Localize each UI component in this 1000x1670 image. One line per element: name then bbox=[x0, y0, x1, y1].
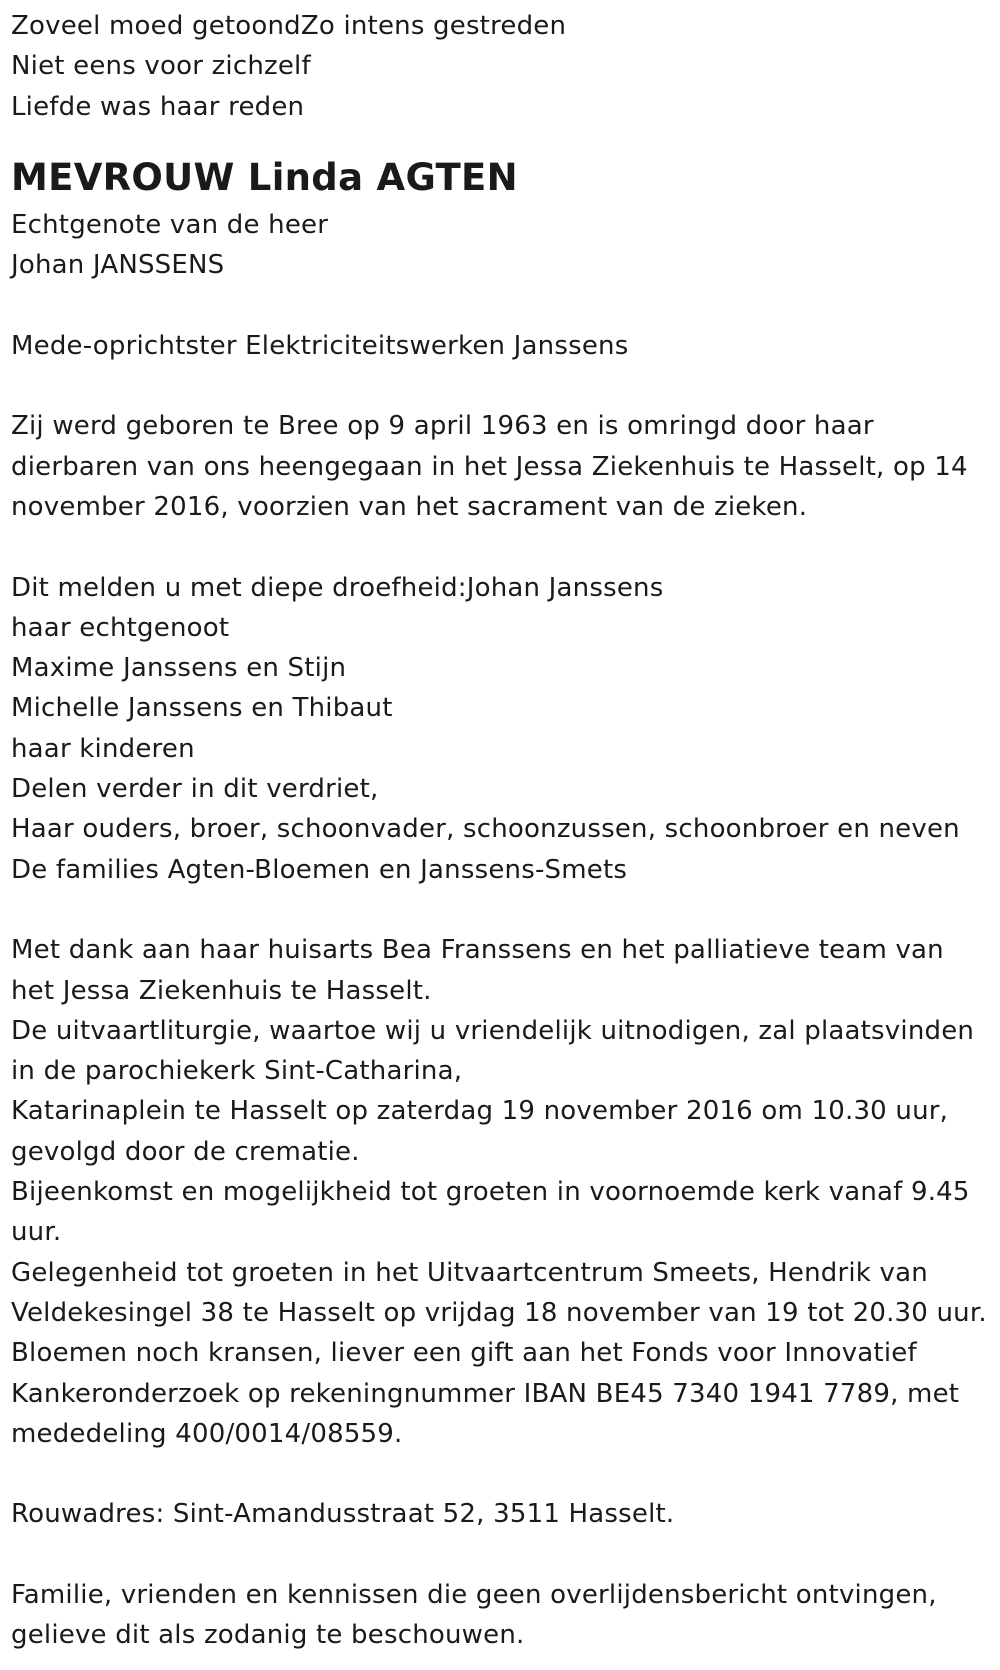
mourner-line: Maxime Janssens en Stijn bbox=[11, 653, 347, 684]
detail-line: gevolgd door de crematie. bbox=[11, 1136, 360, 1167]
mourner-line: haar echtgenoot bbox=[11, 612, 230, 643]
mourning-address: Rouwadres: Sint-Amandusstraat 52, 3511 Hasselt. bbox=[11, 1499, 675, 1530]
detail-line: Kankeronderzoek op rekeningnummer IBAN BE45 7340 1941 7789, met bbox=[11, 1378, 960, 1409]
mourners-paragraph bbox=[11, 568, 991, 890]
birth-death-paragraph bbox=[11, 406, 991, 527]
spouse-name: Johan JANSSENS bbox=[11, 250, 225, 281]
poem-line: Liefde was haar reden bbox=[11, 91, 305, 122]
detail-line: Bloemen noch kransen, liever een gift aan het Fonds voor Innovatief bbox=[11, 1338, 917, 1369]
detail-line: het Jessa Ziekenhuis te Hasselt. bbox=[11, 975, 432, 1006]
poem bbox=[11, 6, 991, 127]
details-paragraph bbox=[11, 930, 991, 1454]
poem-line: Niet eens voor zichzelf bbox=[11, 51, 311, 82]
relation-line: Echtgenote van de heer bbox=[11, 209, 329, 240]
spacer bbox=[11, 366, 991, 406]
closing-line: gelieve dit als zodanig te beschouwen. bbox=[11, 1620, 525, 1651]
paragraph-line: november 2016, voorzien van het sacrament van de zieken. bbox=[11, 491, 808, 522]
paragraph-line: Zij werd geboren te Bree op 9 april 1963 en is omringd door haar bbox=[11, 411, 874, 442]
closing-paragraph bbox=[11, 1575, 991, 1656]
mourner-line: Michelle Janssens en Thibaut bbox=[11, 693, 393, 724]
mourner-line: haar kinderen bbox=[11, 733, 195, 764]
mourner-line: Haar ouders, broer, schoonvader, schoonzussen, schoonbroer en neven bbox=[11, 814, 960, 845]
mourner-line: Delen verder in dit verdriet, bbox=[11, 774, 379, 805]
spacer bbox=[11, 1454, 991, 1494]
detail-line: Veldekesingel 38 te Hasselt op vrijdag 18 november van 19 tot 20.30 uur. bbox=[11, 1297, 987, 1328]
closing-line: Familie, vrienden en kennissen die geen overlijdensbericht ontvingen, bbox=[11, 1579, 937, 1610]
spacer bbox=[11, 527, 991, 567]
detail-line: Katarinaplein te Hasselt op zaterdag 19 november 2016 om 10.30 uur, bbox=[11, 1096, 949, 1127]
spacer bbox=[11, 285, 991, 325]
spacer bbox=[11, 1535, 991, 1575]
mourner-line: De families Agten-Bloemen en Janssens-Smets bbox=[11, 854, 628, 885]
poem-line: Zoveel moed getoondZo intens gestreden bbox=[11, 11, 567, 41]
obituary-notice bbox=[11, 6, 991, 1656]
spacer bbox=[11, 890, 991, 930]
deceased-name: MEVROUW Linda AGTEN bbox=[11, 155, 518, 199]
detail-line: in de parochiekerk Sint-Catharina, bbox=[11, 1056, 463, 1087]
mourner-line: Dit melden u met diepe droefheid:Johan Janssens bbox=[11, 572, 664, 603]
detail-line: uur. bbox=[11, 1217, 62, 1248]
detail-line: Bijeenkomst en mogelijkheid tot groeten in voornoemde kerk vanaf 9.45 bbox=[11, 1177, 970, 1208]
detail-line: Met dank aan haar huisarts Bea Franssens en het palliatieve team van bbox=[11, 935, 944, 966]
detail-line: De uitvaartliturgie, waartoe wij u vriendelijk uitnodigen, zal plaatsvinden bbox=[11, 1015, 975, 1046]
paragraph-line: dierbaren van ons heengegaan in het Jessa Ziekenhuis te Hasselt, op 14 bbox=[11, 451, 968, 482]
occupation: Mede-oprichtster Elektriciteitswerken Janssens bbox=[11, 330, 629, 361]
detail-line: mededeling 400/0014/08559. bbox=[11, 1418, 403, 1449]
detail-line: Gelegenheid tot groeten in het Uitvaartcentrum Smeets, Hendrik van bbox=[11, 1257, 928, 1288]
